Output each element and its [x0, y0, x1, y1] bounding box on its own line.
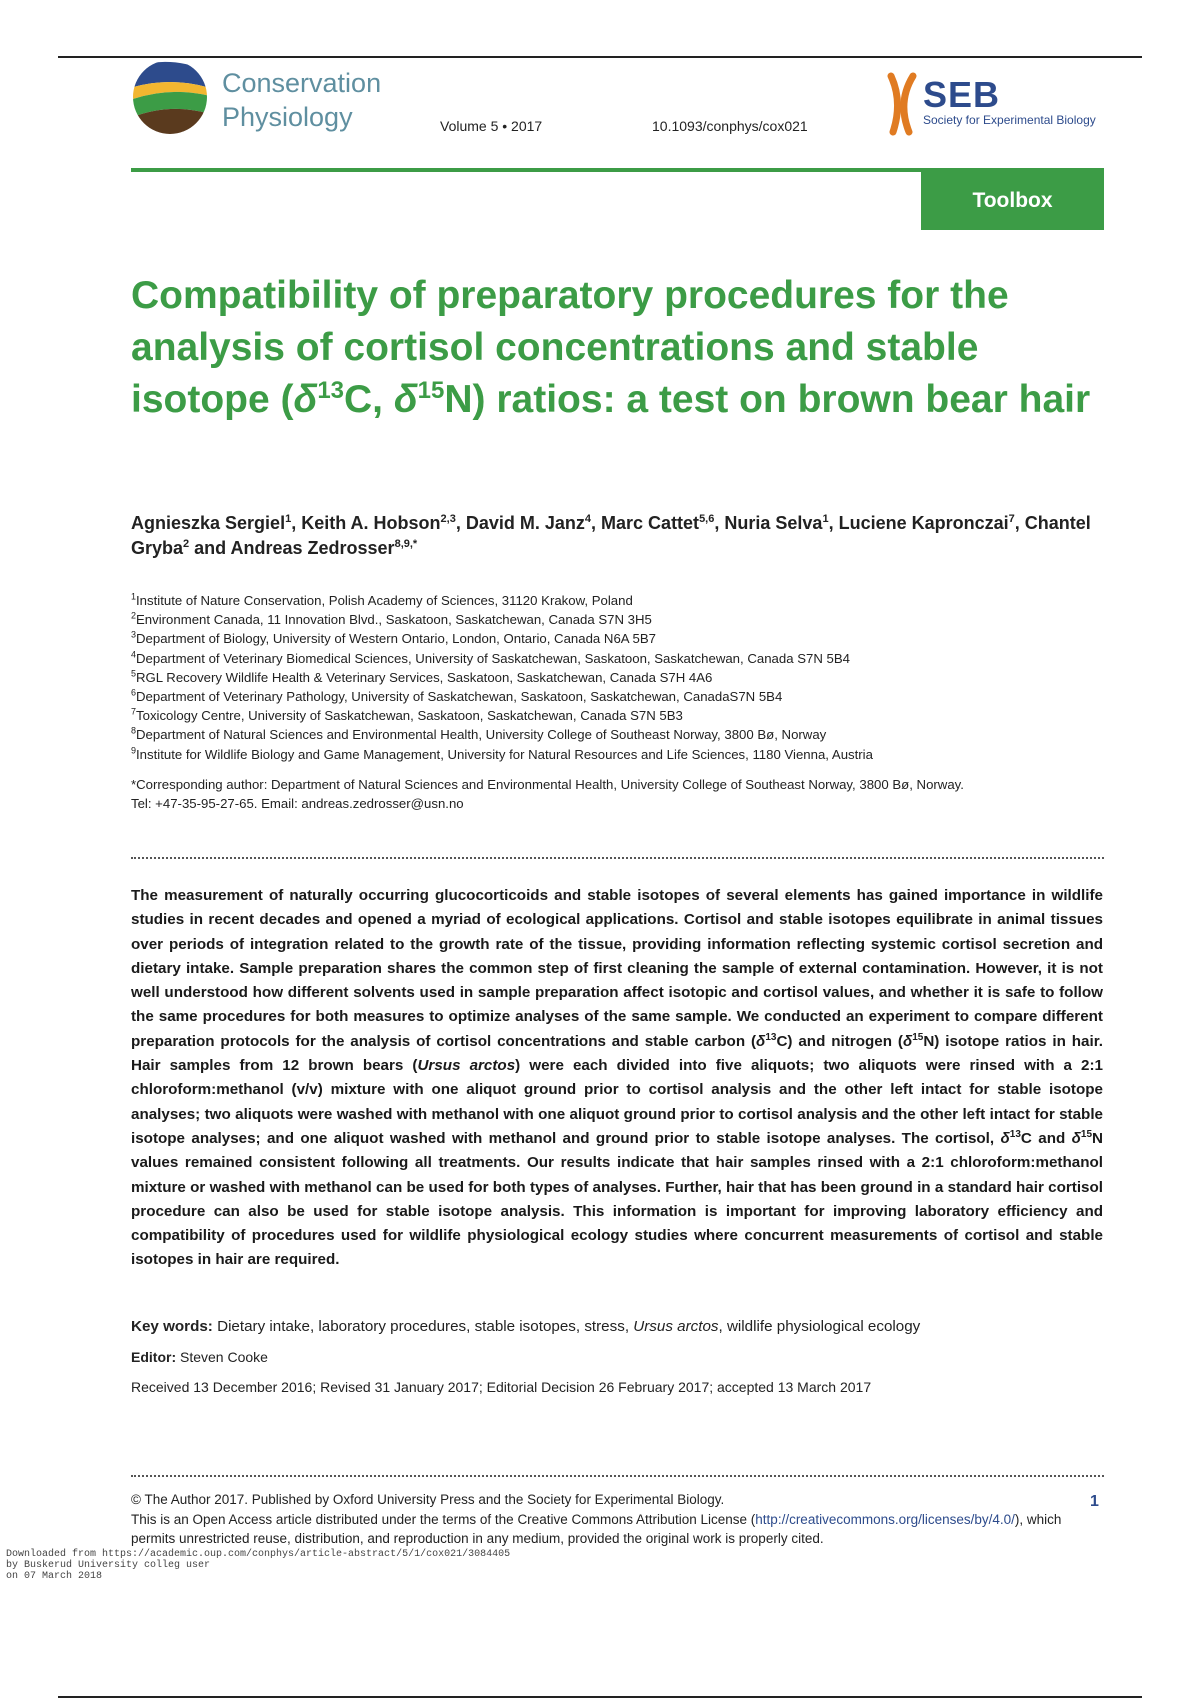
- affiliation-item: $^1$Institute of Nature Conservation, Polish Academy of Sciences, 31120 Krakow, Poland: [131, 591, 633, 608]
- author-affiliation-marker: 4: [584, 513, 592, 525]
- copyright-line: © The Author 2017. Published by Oxford University Press and the Society for Experimental Biology.: [131, 1492, 725, 1507]
- author-affiliation-marker: 7: [1008, 513, 1015, 525]
- corresponding-line2: Tel: +47-35-95-27-65. Email: andreas.zedrosser@usn.no: [131, 796, 464, 811]
- section-label-toolbox: Toolbox: [921, 172, 1104, 230]
- author-affiliation-marker: 8,9,*: [394, 538, 418, 550]
- author-name: David M. Janz: [465, 513, 585, 533]
- affiliation-item: $^4$Department of Veterinary Biomedical Sciences, University of Saskatchewan, Saskatoon, Saskatchewan, Canada S7N 5B4: [131, 649, 850, 666]
- corresponding-author: [131, 775, 1121, 813]
- license-line: This is an Open Access article distributed under the terms of the Creative Commons Attribution License (http://creativecommons.org/licenses/by/4.0/), which permits unrestricted reuse, distribution, and reproduction in any medium, provided the original work is properly cited.: [131, 1511, 1062, 1546]
- keywords: Key words: Dietary intake, laboratory procedures, stable isotopes, stress, Ursus arctos, wildlife physiological ecology: [131, 1318, 921, 1335]
- author-affiliation-marker: 5,6: [699, 513, 715, 525]
- volume-year: Volume 5 • 2017: [440, 118, 543, 134]
- affiliation-item: $^8$Department of Natural Sciences and Environmental Health, University College of Southeast Norway, 3800 Bø, Norway: [131, 726, 827, 743]
- affiliation-item: $^5$RGL Recovery Wildlife Health & Veterinary Services, Saskatoon, Saskatchewan, Canada S7H 4A6: [131, 668, 713, 685]
- article-title: Compatibility of preparatory procedures for the analysis of cortisol concentrations and stable isotope ($\delta^{13}C$, $\delta^{15}N$) ratios: a test on brown bear hair: [131, 274, 1091, 421]
- author-affiliation-marker: 1: [285, 513, 292, 525]
- dotted-divider-footer: [131, 1475, 1104, 1477]
- dotted-divider: [131, 857, 1104, 859]
- bottom-rule: [58, 1696, 1142, 1698]
- journal-name: [222, 66, 381, 134]
- license-footer: [131, 1490, 1091, 1549]
- author-name: Chantel Gryba: [131, 513, 1091, 558]
- seb-chromosome-icon: [883, 72, 923, 136]
- author-list: Agnieszka Sergiel$^1$, Keith A. Hobson$^{2,3}$, David M. Janz$^4$, Marc Cattet$^{5,6}$, Nuria Selva$^1$, Luciene Kapronczai$^7$, Chantel Gryba$^2$ and Andreas Zedrosser$^{8,9,*}$: [131, 513, 1091, 558]
- author-name: Luciene Kapronczai: [838, 513, 1009, 533]
- author-affiliation-marker: 1: [822, 513, 829, 525]
- author-affiliation-marker: 2: [183, 538, 190, 550]
- page-number: 1: [1090, 1493, 1099, 1510]
- affiliation-item: $^7$Toxicology Centre, University of Saskatchewan, Saskatoon, Saskatchewan, Canada S7N 5B3: [131, 706, 683, 724]
- affiliation-item: $^6$Department of Veterinary Pathology, University of Saskatchewan, Saskatoon, Saskatchewan, CanadaS7N 5B4: [131, 687, 783, 705]
- affiliation-item: $^9$Institute for Wildlife Biology and Game Management, University for Natural Resources and Life Sciences, 1180 Vienna, Austria: [131, 745, 873, 762]
- author-name: Agnieszka Sergiel: [131, 513, 286, 533]
- publication-dates: Received 13 December 2016; Revised 31 January 2017; Editorial Decision 26 February 2017; accepted 13 March 2017: [131, 1379, 872, 1395]
- affiliation-list: [131, 591, 1121, 764]
- conservation-physiology-logo-icon: [130, 58, 210, 136]
- author-name: Keith A. Hobson: [301, 513, 441, 533]
- doi: 10.1093/conphys/cox021: [652, 118, 808, 134]
- top-rule: [58, 56, 1142, 58]
- abstract: The measurement of naturally occurring glucocorticoids and stable isotopes of several elements has gained importance in wildlife studies in recent decades and opened a myriad of ecological applications. Cortisol and stable isotopes equilibrate in animal tissues over periods of integration related to the growth rate of the tissue, providing information reflecting systemic cortisol secretion and dietary intake. Sample preparation shares the common step of first cleaning the sample of external contamination. However, it is not well understood how different solvents used in sample preparation affect isotopic and cortisol values, and whether it is safe to follow the same procedures for both measures to optimize analyses of the same sample. We conducted an experiment to compare different preparation protocols for the analysis of cortisol concentrations and stable carbon $(\delta^{13}C)$ and nitrogen $(\delta^{15}N)$ isotope ratios in hair. Hair samples from 12 brown bears (Ursus arctos) were each divided into five aliquots; two aliquots were rinsed with a 2:1 chloroform:methanol (v/v) mixture with one aliquot ground prior to cortisol analysis and the other left intact for stable isotope analyses; two aliquots were washed with methanol with one aliquot ground prior to cortisol analysis and the other left intact for stable isotope analyses; and one aliquot washed with methanol and ground prior to stable isotope analyses. The cortisol, $\delta^{13}C$ and $\delta^{15}N$ values remained consistent following all treatments. Our results indicate that hair samples rinsed with a 2:1 chloroform:methanol mixture or washed with methanol can be used for both types of analyses. Further, hair that has been ground in a standard hair cortisol procedure can also be used for stable isotope analysis. This information is important for improving laboratory efficiency and compatibility of procedures used for wildlife physiological ecology studies where concurrent measurements of cortisol and stable isotopes in hair are required.: [131, 887, 1103, 1269]
- journal-name-line2: Physiology: [222, 102, 353, 132]
- author-name: Andreas Zedrosser: [230, 538, 395, 558]
- editor: Editor: Steven Cooke: [131, 1349, 268, 1365]
- author-name: Marc Cattet: [601, 513, 700, 533]
- download-note: Downloaded from https://academic.oup.com/conphys/article-abstract/5/1/cox021/3084405 by Buskerud University colleg user on 07 March 2018: [6, 1549, 511, 1582]
- affiliation-item: $^2$Environment Canada, 11 Innovation Blvd., Saskatoon, Saskatchewan, Canada S7N 3H5: [131, 610, 652, 628]
- journal-name-line1: Conservation: [222, 68, 382, 98]
- seb-logo-text: SEB: [923, 74, 1001, 115]
- affiliation-item: $^3$Department of Biology, University of Western Ontario, London, Ontario, Canada N6A 5B7: [131, 630, 656, 647]
- author-affiliation-marker: 2,3: [440, 513, 456, 525]
- license-link[interactable]: http://creativecommons.org/licenses/by/4.0/: [755, 1511, 1015, 1527]
- author-name: Nuria Selva: [724, 513, 823, 533]
- corresponding-line1: *Corresponding author: Department of Natural Sciences and Environmental Health, University College of Southeast Norway, 3800 Bø, Norway.: [131, 777, 964, 792]
- seb-subtitle: Society for Experimental Biology: [923, 113, 1096, 127]
